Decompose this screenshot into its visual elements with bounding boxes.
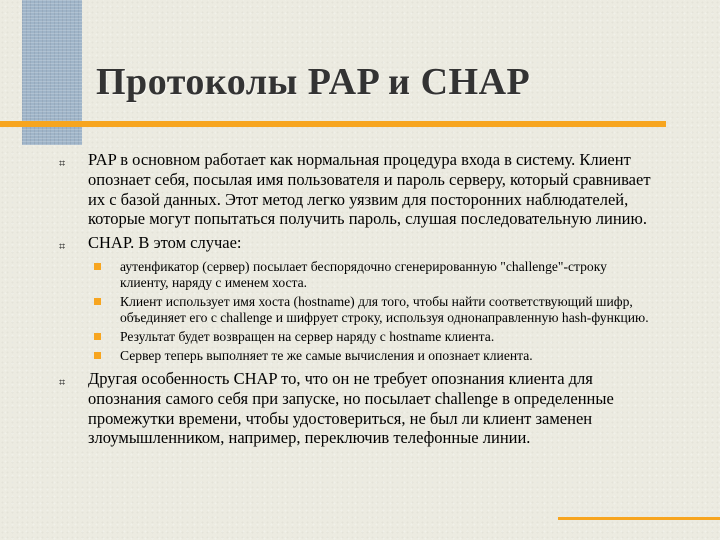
sub-bullet-text: Результат будет возвращен на сервер наряду с hostname клиента. [120, 328, 495, 344]
bullet-chap-feature [56, 369, 656, 448]
sub-bullet [120, 348, 656, 364]
sub-bullet-text: аутенфикатор (сервер) посылает беспорядочно сгенерированную "challenge"-строку клиенту, наряду с именем хоста. [120, 258, 607, 290]
sub-bullet-text: Клиент использует имя хоста (hostname) для того, чтобы найти соответствующий шифр, объединяет его с challenge и шифрует строку, используя однонаправленную hash-функцию. [120, 293, 649, 325]
bullet-pap [56, 150, 656, 229]
sub-bullet-text: Сервер теперь выполняет те же самые вычисления и опознает клиента. [120, 347, 533, 363]
bullet-text: Другая особенность CHAP то, что он не требует опознания клиента для опознания самого себя при запуске, но посылает challenge в определенные промежутки времени, чтобы удостовериться, не был ли клиент заменен злоумышленником, например, переключив телефонные линии. [88, 368, 614, 448]
chap-steps-list [56, 259, 656, 364]
orange-square-bullet-icon [94, 333, 101, 340]
pound-sign-bullet-icon: ⌗ [59, 375, 66, 389]
decorative-corner-line [558, 517, 720, 520]
sub-bullet [120, 329, 656, 345]
orange-square-bullet-icon [94, 263, 101, 270]
title-underline-bar [0, 121, 666, 127]
bullet-text: CHAP. В этом случае: [88, 233, 242, 253]
orange-square-bullet-icon [94, 298, 101, 305]
bullet-text: PAP в основном работает как нормальная процедура входа в систему. Клиент опознает себя, посылая имя пользователя и пароль серверу, который сравнивает их с базой данных. Этот метод легко уязвим для посторонних наблюдателей, которые могут попытаться получить пароль, слушая последовательную линию. [88, 150, 651, 229]
pound-sign-bullet-icon: ⌗ [59, 240, 66, 254]
pound-sign-bullet-icon: ⌗ [59, 157, 66, 170]
slide-title: Протоколы PAP и CHAP [96, 61, 531, 103]
orange-square-bullet-icon [94, 352, 101, 359]
bullet-chap [56, 233, 656, 253]
slide-content [56, 150, 656, 452]
sub-bullet [120, 259, 656, 291]
sub-bullet [120, 294, 656, 326]
